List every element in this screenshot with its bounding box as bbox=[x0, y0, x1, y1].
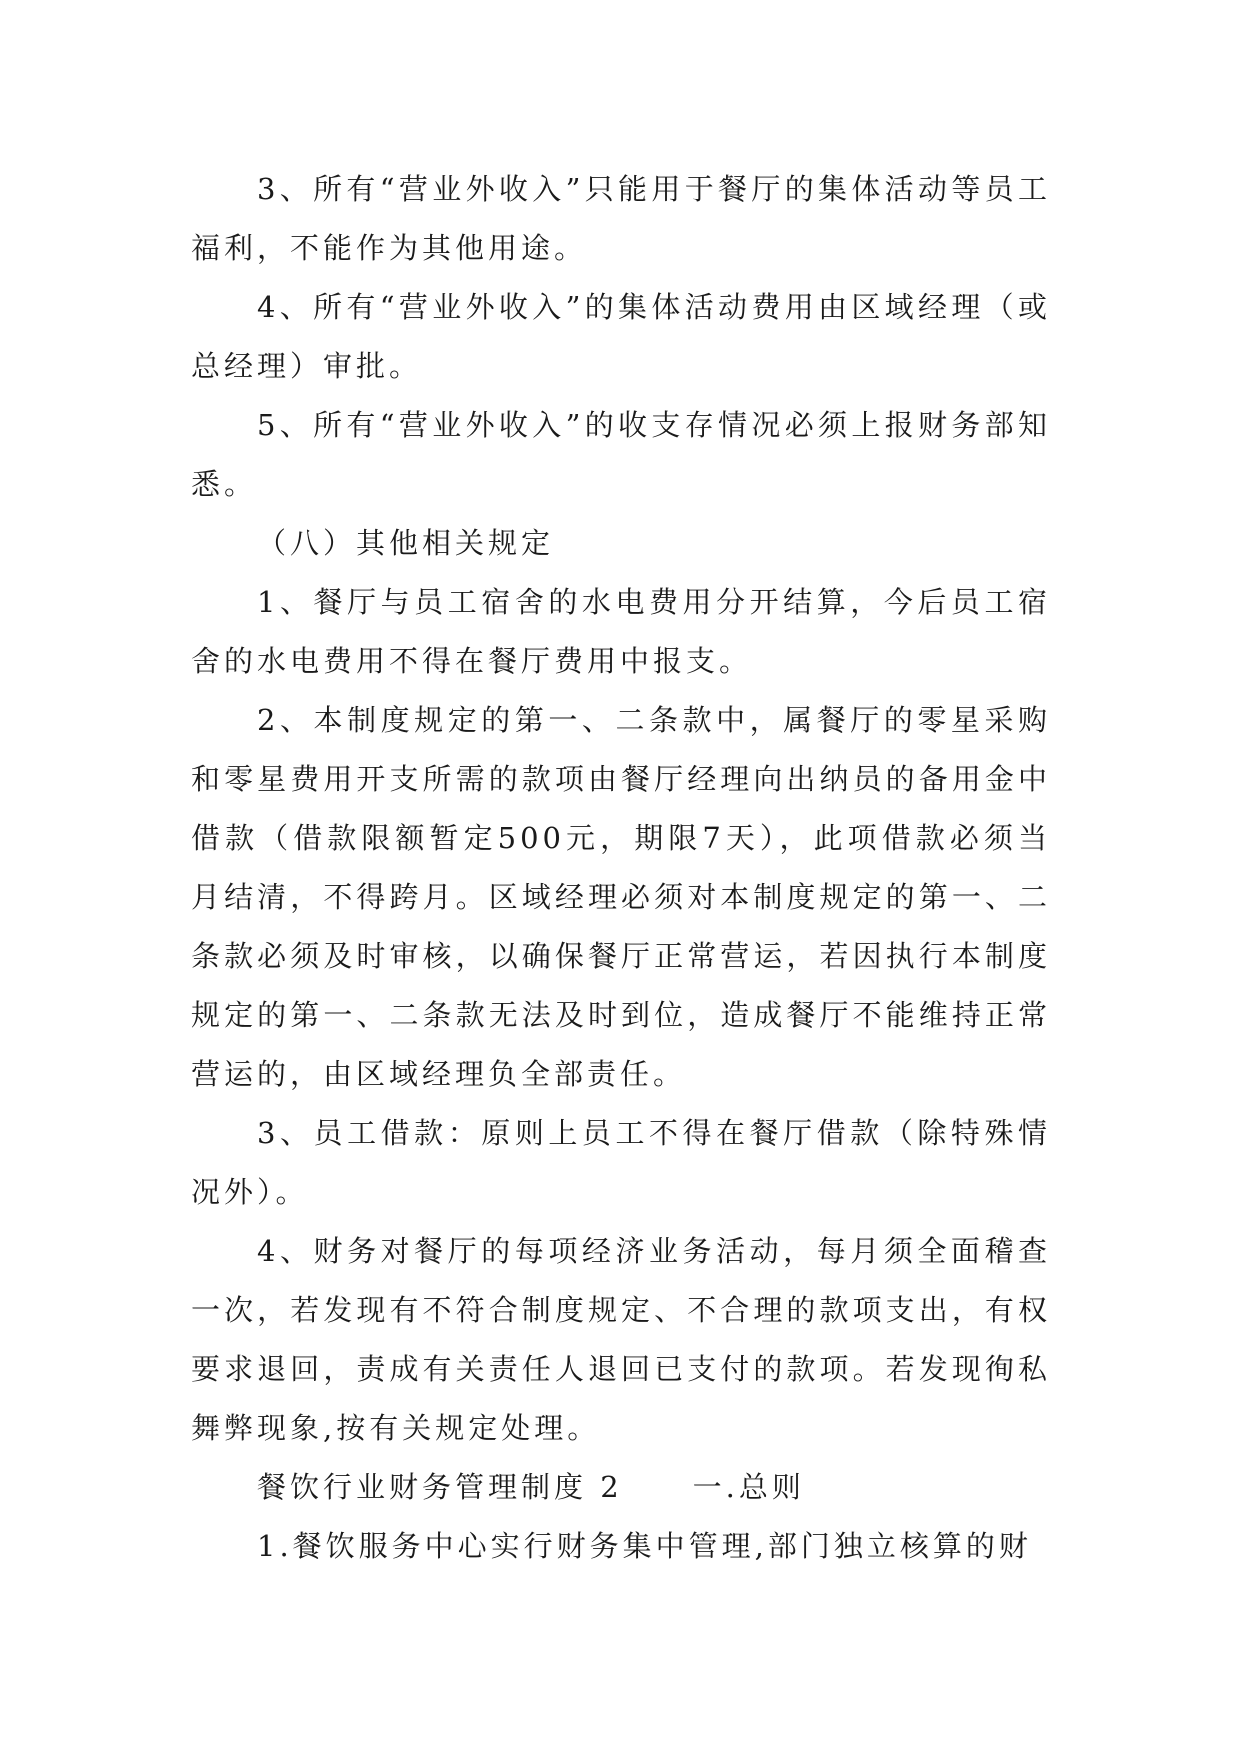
section-paragraph-4: 4、财务对餐厅的每项经济业务活动，每月须全面稽查一次，若发现有不符合制度规定、不合理的款项支出，有权要求退回，责成有关责任人退回已支付的款项。若发现徇私舞弊现象,按有关规定处理。 bbox=[191, 1234, 1051, 1445]
section-paragraph-2: 2、本制度规定的第一、二条款中，属餐厅的零星采购和零星费用开支所需的款项由餐厅经理向出纳员的备用金中借款（借款限额暂定500元，期限7天），此项借款必须当月结清，不得跨月。区域经理必须对本制度规定的第一、二条款必须及时审核，以确保餐厅正常营运，若因执行本制度规定的第一、二条款无法及时到位，造成餐厅不能维持正常营运的，由区域经理负全部责任。 bbox=[191, 703, 1051, 1091]
section-heading: （八）其他相关规定 bbox=[257, 526, 555, 560]
paragraph-item-5: 5、所有“营业外收入”的收支存情况必须上报财务部知悉。 bbox=[191, 408, 1051, 501]
next-document-section: 一.总则 bbox=[692, 1470, 805, 1504]
next-document-first-paragraph: 1.餐饮服务中心实行财务集中管理,部门独立核算的财 bbox=[257, 1529, 1032, 1563]
section-paragraph-1: 1、餐厅与员工宿舍的水电费用分开结算，今后员工宿舍的水电费用不得在餐厅费用中报支。 bbox=[191, 585, 1051, 678]
paragraph-item-4: 4、所有“营业外收入”的集体活动费用由区域经理（或总经理）审批。 bbox=[191, 290, 1051, 383]
section-paragraph-3: 3、员工借款：原则上员工不得在餐厅借款（除特殊情况外）。 bbox=[191, 1116, 1051, 1209]
next-document-title-line bbox=[191, 1458, 1051, 1517]
next-document-title: 餐饮行业财务管理制度 2 bbox=[257, 1470, 623, 1504]
paragraph-item-3: 3、所有“营业外收入”只能用于餐厅的集体活动等员工福利，不能作为其他用途。 bbox=[191, 172, 1051, 265]
document-body bbox=[191, 160, 1051, 1576]
